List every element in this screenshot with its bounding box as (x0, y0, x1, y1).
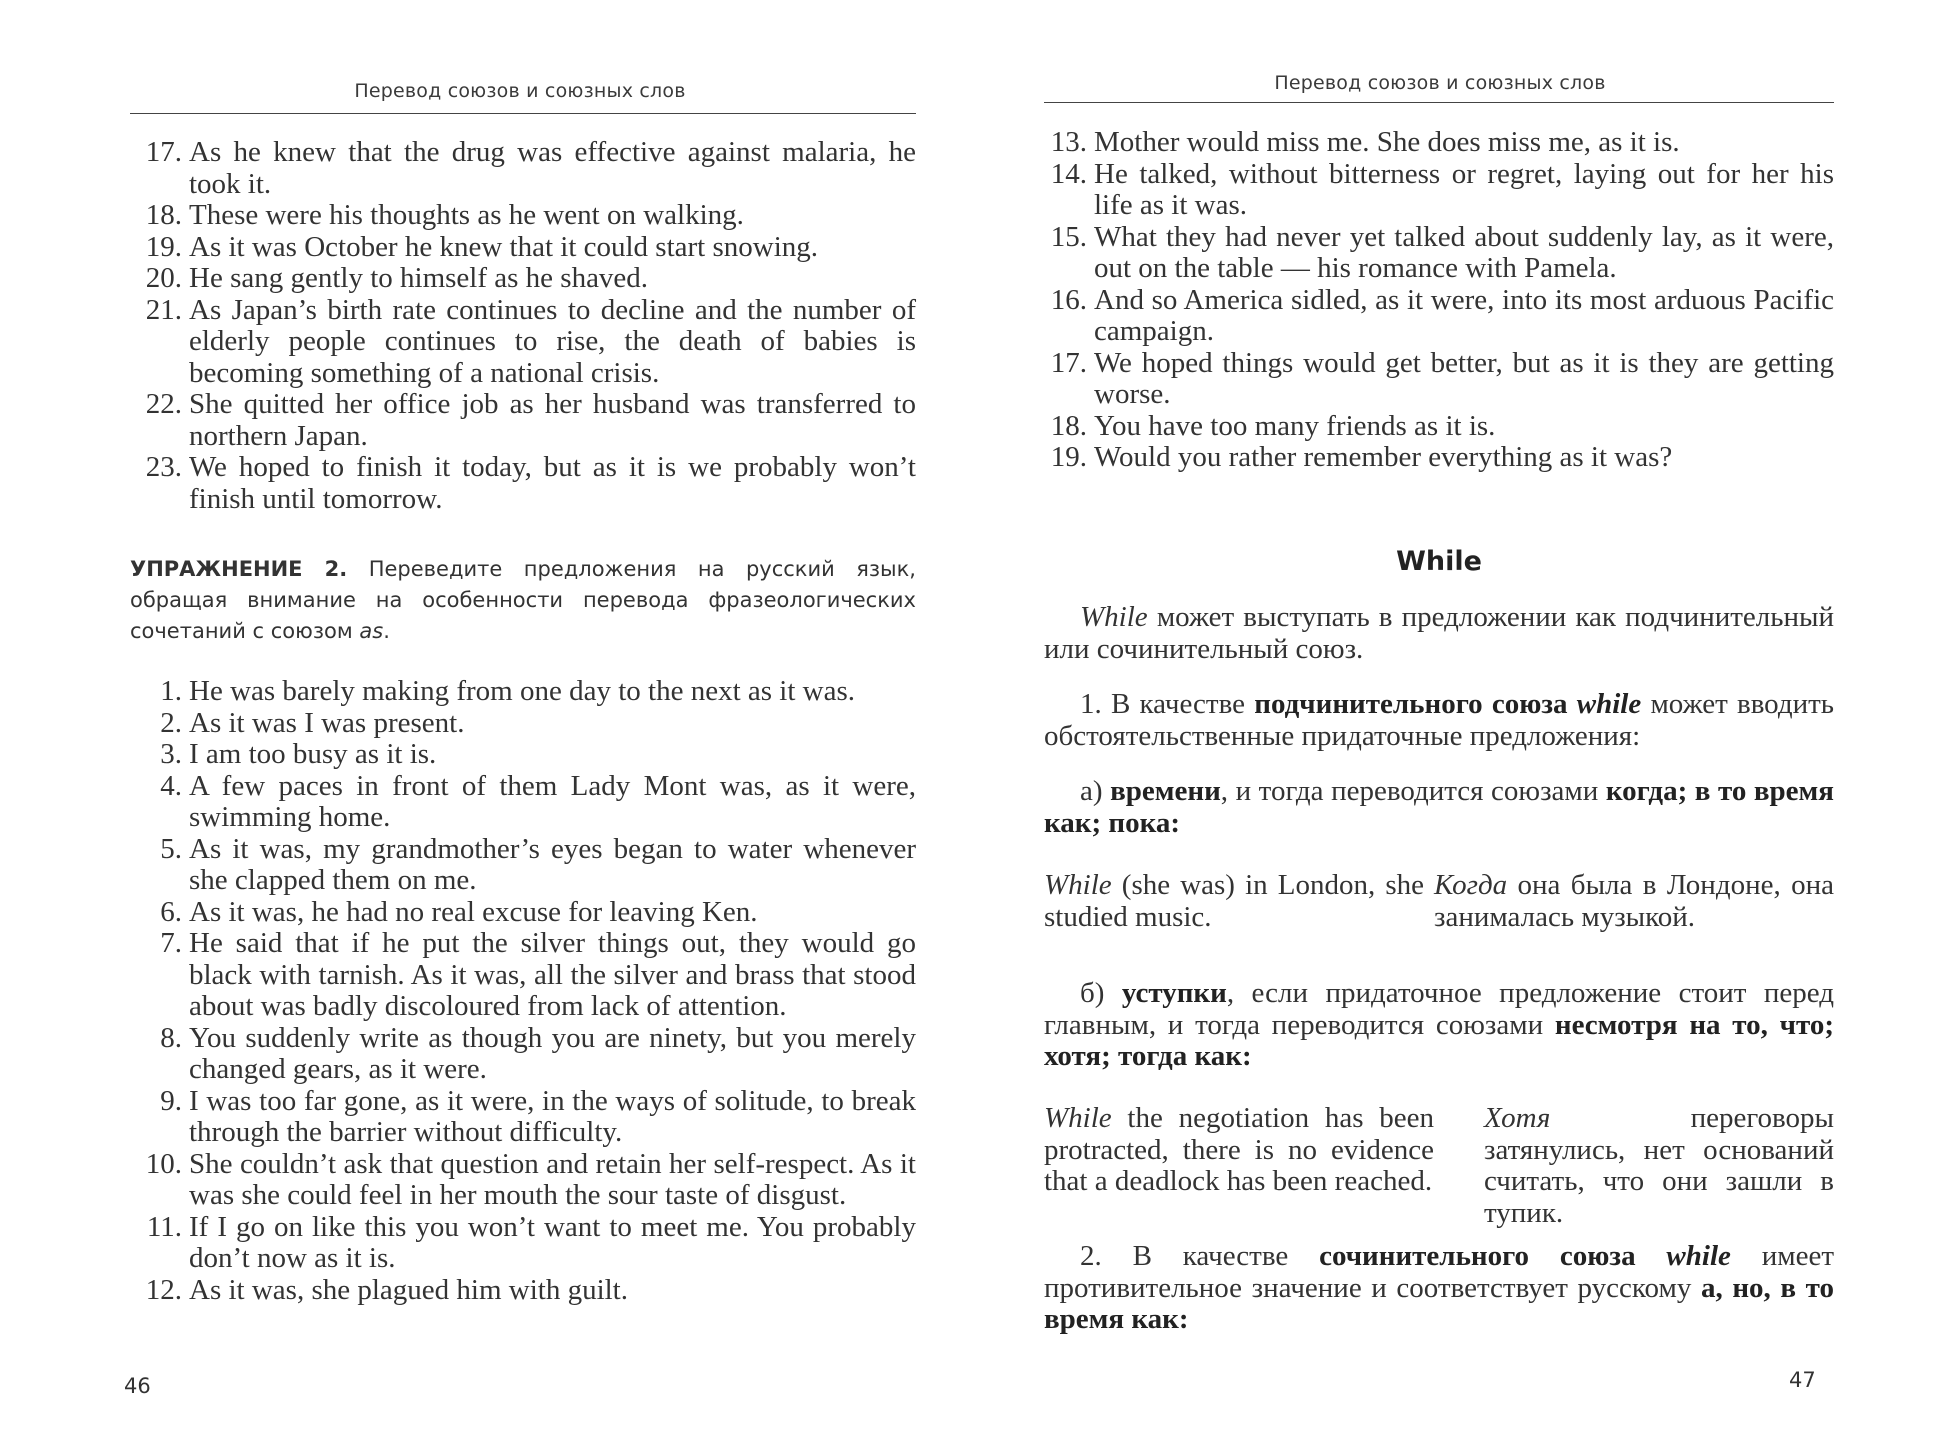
item-text: These were his thoughts as he went on walking. (189, 199, 744, 231)
item-number: 5. (160, 832, 182, 865)
point-2-term: while (1666, 1240, 1731, 1272)
item-number: 23. (145, 451, 182, 483)
item-number: 18. (1050, 409, 1087, 442)
item-text: If I go on like this you won’t want to meet me. You probably don’t now as it is. (189, 1210, 916, 1274)
item-text: He said that if he put the silver things out, they would go black with tarnish. As it was, all the silver and brass that stood about was badly discoloured from lack of attention. (189, 927, 916, 1022)
list-item (140, 200, 916, 232)
item-text: As it was, he had no real excuse for leaving Ken. (189, 895, 758, 928)
list-item (1044, 285, 1834, 348)
item-text: You suddenly write as though you are ninety, but you merely changed gears, as it were. (189, 1021, 916, 1085)
item-number: 1. (160, 675, 182, 707)
point-1b-bold-1: уступки (1121, 977, 1227, 1009)
item-number: 16. (1050, 283, 1087, 316)
item-text: A few paces in front of them Lady Mont was, as it were, swimming home. (189, 769, 916, 833)
page-number: 47 (1789, 1368, 1816, 1392)
list-item (1044, 411, 1834, 443)
list-item (140, 928, 916, 1023)
intro-term: While (1080, 601, 1148, 633)
example-1-ru-term: Когда (1434, 869, 1508, 901)
list-item (140, 452, 916, 515)
item-number: 17. (145, 136, 182, 168)
item-text: Mother would miss me. She does miss me, as it is. (1094, 126, 1680, 158)
item-number: 17. (1050, 346, 1087, 379)
point-1-bold: подчинительного союза (1254, 688, 1568, 720)
list-item (140, 1023, 916, 1086)
list-item (140, 263, 916, 295)
exercise-label: УПРАЖНЕНИЕ 2. (130, 557, 348, 581)
item-number: 14. (1050, 157, 1087, 190)
item-text: And so America sidled, as it were, into its most arduous Pacific campaign. (1094, 283, 1834, 347)
exercise-keyword: as (359, 619, 384, 643)
list-item (1044, 159, 1834, 222)
list-item (140, 897, 916, 929)
item-number: 8. (160, 1021, 182, 1054)
point-1-term: while (1576, 688, 1642, 720)
example-1-ru (1434, 870, 1834, 933)
list-item (140, 1212, 916, 1275)
example-2-en-text: the negotiation has been protracted, there is no evidence that a deadlock has been reached. (1044, 1102, 1434, 1197)
list-item (1044, 222, 1834, 285)
item-number: 12. (145, 1273, 182, 1306)
point-1a-mid: , и тогда переводится союзами (1220, 775, 1599, 807)
point-1a (1044, 776, 1834, 839)
example-2-ru (1484, 1103, 1834, 1229)
item-number: 19. (1050, 441, 1087, 473)
running-head: Перевод союзов и союзных слов (1274, 72, 1606, 94)
item-number: 4. (160, 769, 182, 802)
numbered-list (140, 137, 916, 515)
numbered-list (1044, 127, 1834, 474)
item-text: I was too far gone, as it were, in the ways of solitude, to break through the barrier without difficulty. (189, 1084, 916, 1148)
item-number: 13. (1050, 126, 1087, 158)
example-2-en (1044, 1103, 1434, 1198)
point-1-lead: 1. В качестве (1080, 688, 1246, 720)
intro-text: может выступать в предложении как подчинительный или сочинительный союз. (1044, 601, 1834, 665)
item-number: 2. (160, 706, 182, 739)
point-1a-bold-1: времени (1110, 775, 1221, 807)
item-text: As Japan’s birth rate continues to decline and the number of elderly people continues to rise, the death of babies is becoming something of a national crisis. (189, 293, 916, 389)
item-text: As it was I was present. (189, 706, 465, 739)
point-2-bold-end: а, но, в то время как: (1044, 1271, 1835, 1335)
point-1b-mid: , если придаточное предложение стоит перед главным, и тогда переводится союзами (1044, 977, 1835, 1041)
item-text: What they had never yet talked about suddenly lay, as it were, out on the table — his romance with Pamela. (1094, 220, 1834, 284)
point-1a-bold-2: когда; в то время как; пока: (1044, 775, 1834, 839)
numbered-list (140, 676, 916, 1306)
item-text: Would you rather remember everything as it was? (1094, 441, 1673, 473)
list-item (140, 771, 916, 834)
item-text: He was barely making from one day to the next as it was. (189, 675, 856, 707)
item-text: He talked, without bitterness or regret, laying out for her his life as it was. (1094, 157, 1834, 221)
point-2-rest: имеет противительное значение и соответствует русскому (1044, 1240, 1835, 1304)
list-item (140, 137, 916, 200)
example-2-ru-text: переговоры затянулись, нет оснований считать, что они зашли в тупик. (1484, 1102, 1834, 1229)
point-1b (1044, 978, 1834, 1073)
running-head: Перевод союзов и союзных слов (354, 80, 686, 102)
point-2 (1044, 1241, 1834, 1336)
header-rule (1044, 102, 1834, 103)
list-item (140, 389, 916, 452)
section-title: While (1396, 546, 1482, 577)
item-number: 19. (145, 230, 182, 263)
item-text: We hoped things would get better, but as it is they are getting worse. (1094, 346, 1834, 410)
example-1-en-text: (she was) in London, she studied music. (1044, 869, 1424, 933)
header-rule (130, 113, 916, 114)
item-number: 3. (160, 738, 182, 770)
item-number: 9. (160, 1084, 182, 1117)
example-2-en-term: While (1044, 1102, 1112, 1134)
example-1-en-term: While (1044, 869, 1112, 901)
page-number: 46 (124, 1374, 151, 1398)
item-text: She couldn’t ask that question and retain her self-respect. As it was she could feel in her mouth the sour taste of disgust. (189, 1147, 916, 1211)
item-text: As it was, she plagued him with guilt. (189, 1273, 628, 1306)
item-number: 22. (145, 388, 182, 420)
point-1b-lead: б) (1080, 977, 1105, 1009)
right-page (968, 0, 1935, 1448)
list-item (1044, 348, 1834, 411)
item-text: As he knew that the drug was effective against malaria, he took it. (189, 136, 916, 200)
exercise-heading (130, 554, 916, 647)
item-number: 11. (146, 1210, 182, 1243)
item-number: 20. (145, 262, 182, 294)
item-number: 6. (160, 895, 182, 928)
example-1-ru-text: она была в Лондоне, она занималась музыкой. (1434, 869, 1835, 933)
list-item (140, 232, 916, 264)
item-text: We hoped to finish it today, but as it is we probably won’t finish until tomorrow. (189, 451, 916, 515)
list-item (140, 739, 916, 771)
point-1b-bold-2: несмотря на то, что; хотя; тогда как: (1044, 1008, 1835, 1072)
list-item (140, 1275, 916, 1307)
item-number: 15. (1050, 220, 1087, 253)
item-text: I am too busy as it is. (189, 738, 437, 770)
exercise-instruction: Переведите предложения на русский язык, обращая внимание на особенности перевода фразеологических сочетаний с союзом (130, 557, 916, 643)
list-item (140, 1086, 916, 1149)
item-number: 7. (160, 927, 182, 959)
item-number: 10. (145, 1147, 182, 1180)
list-item (140, 295, 916, 390)
item-text: He sang gently to himself as he shaved. (189, 262, 649, 294)
item-text: As it was October he knew that it could start snowing. (189, 230, 819, 263)
point-2-bold: сочинительного союза (1319, 1240, 1636, 1272)
example-1-en (1044, 870, 1424, 933)
list-item (1044, 127, 1834, 159)
list-item (140, 708, 916, 740)
intro-paragraph (1044, 602, 1834, 665)
point-1-rest: может вводить обстоятельственные придаточные предложения: (1044, 688, 1835, 752)
example-2-ru-term: Хотя (1484, 1102, 1551, 1134)
point-1a-lead: а) (1080, 775, 1103, 807)
exercise-end: . (383, 619, 390, 643)
item-text: She quitted her office job as her husband was transferred to northern Japan. (189, 388, 916, 452)
list-item (140, 676, 916, 708)
list-item (140, 834, 916, 897)
item-number: 18. (145, 199, 182, 231)
item-text: As it was, my grandmother’s eyes began to water whenever she clapped them on me. (189, 832, 916, 896)
item-text: You have too many friends as it is. (1094, 409, 1496, 442)
list-item (140, 1149, 916, 1212)
item-number: 21. (145, 293, 182, 326)
point-2-lead: 2. В качестве (1080, 1240, 1289, 1272)
point-1 (1044, 689, 1834, 752)
list-item (1044, 442, 1834, 474)
